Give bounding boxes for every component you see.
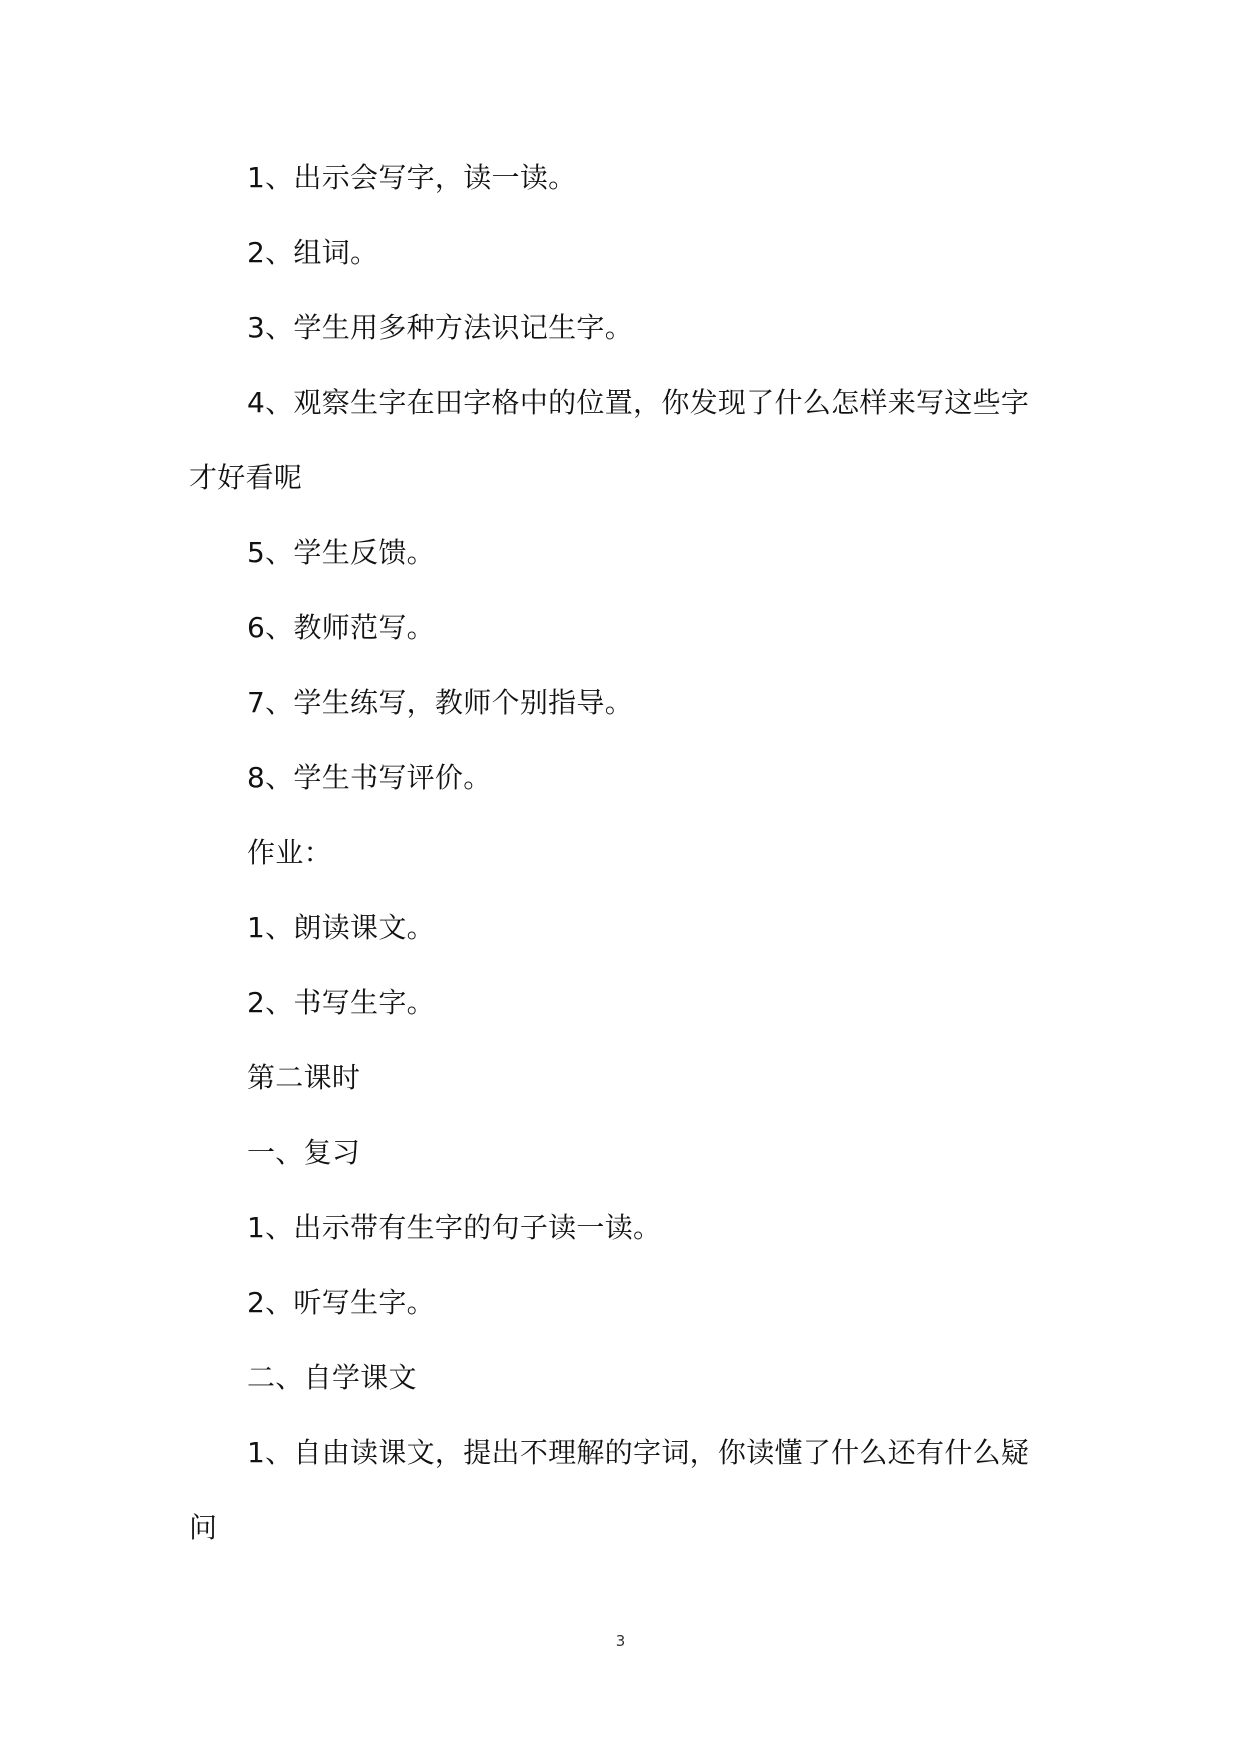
section-heading: 作业： (247, 836, 332, 869)
paragraph: 6、教师范写。 (247, 611, 435, 644)
paragraph: 2、听写生字。 (247, 1286, 435, 1319)
paragraph: 4、观察生字在田字格中的位置，你发现了什么怎样来写这些字才好看呢 (189, 386, 1030, 494)
paragraph: 2、书写生字。 (247, 986, 435, 1019)
paragraph: 1、出示带有生字的句子读一读。 (247, 1211, 662, 1244)
paragraph: 2、组词。 (247, 236, 379, 269)
paragraph: 1、自由读课文，提出不理解的字词，你读懂了什么还有什么疑问 (189, 1436, 1030, 1544)
paragraph: 7、学生练写，教师个别指导。 (247, 686, 634, 719)
document-body (189, 140, 1057, 1565)
paragraph: 5、学生反馈。 (247, 536, 435, 569)
section-heading: 二、自学课文 (247, 1361, 417, 1394)
section-heading: 第二课时 (247, 1061, 361, 1094)
paragraph: 8、学生书写评价。 (247, 761, 492, 794)
section-heading: 一、复习 (247, 1136, 361, 1169)
paragraph: 3、学生用多种方法识记生字。 (247, 311, 634, 344)
paragraph: 1、出示会写字，读一读。 (247, 161, 577, 194)
page-number: 3 (615, 1632, 626, 1650)
paragraph: 1、朗读课文。 (247, 911, 435, 944)
